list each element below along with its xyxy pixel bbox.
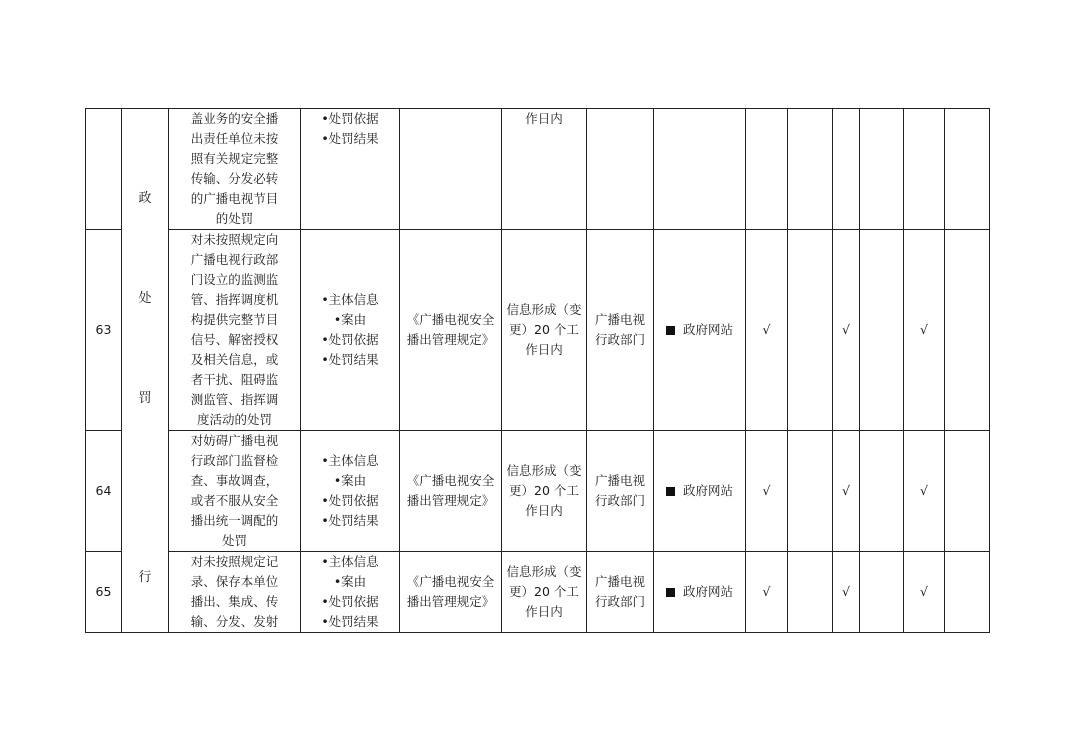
empty-cell — [860, 552, 904, 633]
dept-cell: 广播电视 行政部门 — [587, 552, 654, 633]
check-mark: √ — [762, 483, 771, 498]
empty-cell — [788, 230, 833, 431]
dept-cell — [587, 109, 654, 230]
channel-cell: 政府网站 — [654, 230, 746, 431]
disclosure-items-cell: •主体信息 •案由 •处罚依据 •处罚结果 — [301, 552, 400, 633]
square-bullet-icon — [666, 487, 675, 496]
table-row — [86, 552, 990, 633]
disclosure-items-cell: •处罚依据 •处罚结果 — [301, 109, 400, 230]
check-cell — [746, 109, 788, 230]
category-column — [122, 109, 169, 633]
channel-cell: 政府网站 — [654, 552, 746, 633]
square-bullet-icon — [666, 588, 675, 597]
basis-cell: 《广播电视安全 播出管理规定》 — [400, 230, 502, 431]
timing-cell: 信息形成（变 更）20 个工 作日内 — [502, 552, 587, 633]
check-mark: √ — [762, 584, 771, 599]
dept-cell: 广播电视 行政部门 — [587, 431, 654, 552]
check-cell — [833, 552, 860, 633]
timing-cell: 作日内 — [502, 109, 587, 230]
row-number — [86, 109, 122, 230]
check-cell — [904, 431, 945, 552]
channel-cell: 政府网站 — [654, 431, 746, 552]
channel-cell — [654, 109, 746, 230]
dept-cell: 广播电视 行政部门 — [587, 230, 654, 431]
description-cell: 对未按照规定记 录、保存本单位 播出、集成、传 输、分发、发射 — [169, 552, 301, 633]
check-cell — [833, 431, 860, 552]
description-cell: 对未按照规定向 广播电视行政部 门设立的监测监 管、指挥调度机 构提供完整节目 信号、解密授权 及相关信息，或 者干扰、阻碍监 测监管、指挥调 度活动的处罚 — [169, 230, 301, 431]
check-mark: √ — [842, 483, 850, 498]
check-mark: √ — [762, 322, 771, 337]
check-mark: √ — [920, 322, 928, 337]
category-char: 罚 — [138, 391, 152, 406]
description-cell: 对妨碍广播电视 行政部门监督检 查、事故调查， 或者不服从安全 播出统一调配的 处罚 — [169, 431, 301, 552]
timing-cell: 信息形成（变 更）20 个工 作日内 — [502, 230, 587, 431]
empty-cell — [860, 431, 904, 552]
check-mark: √ — [920, 483, 928, 498]
empty-cell — [788, 431, 833, 552]
disclosure-table — [85, 108, 990, 633]
disclosure-items-cell: •主体信息 •案由 •处罚依据 •处罚结果 — [301, 431, 400, 552]
empty-cell — [860, 109, 904, 230]
check-cell — [746, 431, 788, 552]
empty-cell — [788, 109, 833, 230]
basis-cell: 《广播电视安全 播出管理规定》 — [400, 431, 502, 552]
check-cell — [833, 109, 860, 230]
empty-cell — [860, 230, 904, 431]
check-cell — [904, 552, 945, 633]
check-mark: √ — [842, 584, 850, 599]
table-row — [86, 431, 990, 552]
check-cell — [904, 230, 945, 431]
empty-cell — [945, 230, 990, 431]
category-char: 处 — [138, 291, 152, 306]
row-number: 65 — [86, 552, 122, 633]
check-mark: √ — [842, 322, 850, 337]
check-cell — [746, 230, 788, 431]
check-mark: √ — [920, 584, 928, 599]
square-bullet-icon — [666, 326, 675, 335]
check-cell — [904, 109, 945, 230]
disclosure-items-cell: •主体信息 •案由 •处罚依据 •处罚结果 — [301, 230, 400, 431]
category-char: 行 — [138, 570, 152, 585]
empty-cell — [945, 552, 990, 633]
check-cell — [746, 552, 788, 633]
timing-cell: 信息形成（变 更）20 个工 作日内 — [502, 431, 587, 552]
description-cell: 盖业务的安全播 出责任单位未按 照有关规定完整 传输、分发必转 的广播电视节目 的处罚 — [169, 109, 301, 230]
table-row — [86, 109, 990, 230]
empty-cell — [788, 552, 833, 633]
table-row — [86, 230, 990, 431]
row-number: 64 — [86, 431, 122, 552]
basis-cell: 《广播电视安全 播出管理规定》 — [400, 552, 502, 633]
empty-cell — [945, 431, 990, 552]
row-number: 63 — [86, 230, 122, 431]
empty-cell — [945, 109, 990, 230]
category-char: 政 — [138, 191, 152, 206]
check-cell — [833, 230, 860, 431]
basis-cell — [400, 109, 502, 230]
